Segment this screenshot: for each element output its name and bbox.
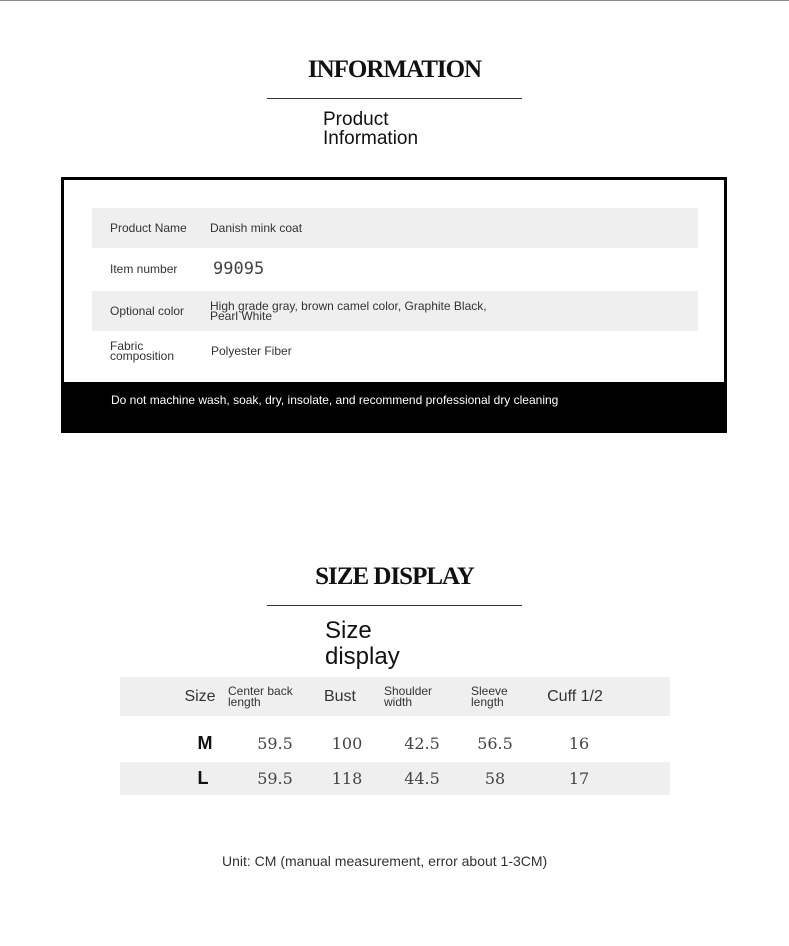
header-cuff: Cuff 1/2 — [547, 687, 603, 705]
value-cell: 56.5 — [477, 733, 513, 753]
header-center-back-length: Center back length — [228, 684, 293, 709]
size-table-header — [120, 677, 670, 716]
info-value: Polyester Fiber — [211, 344, 292, 358]
header-bust: Bust — [323, 687, 356, 705]
info-value: Danish mink coat — [210, 221, 303, 235]
value-cell: 16 — [568, 733, 590, 753]
care-instructions-text: Do not machine wash, soak, dry, insolate, and recommend professional dry cleaning — [111, 393, 559, 407]
table-row — [120, 762, 670, 795]
size-display-subheading: Size display — [325, 617, 400, 671]
information-heading: INFORMATION — [307, 56, 482, 83]
header-shoulder-width: Shoulder width — [384, 684, 433, 709]
care-instructions-band — [64, 382, 724, 430]
product-info-table — [61, 177, 727, 433]
info-value: 99095 — [213, 258, 265, 279]
value-cell: 118 — [331, 769, 363, 788]
value-cell: 58 — [484, 769, 506, 788]
header-size: Size — [184, 687, 216, 705]
info-label: Item number — [110, 262, 178, 276]
size-display-heading: SIZE DISPLAY — [315, 563, 474, 590]
info-label: Product Name — [110, 221, 187, 235]
value-cell: 44.5 — [404, 769, 440, 788]
value-cell: 100 — [331, 733, 363, 753]
header-sleeve-length: Sleeve length — [471, 684, 508, 709]
value-cell: 59.5 — [257, 769, 293, 788]
info-value: High grade gray, brown camel color, Graphite Black, Pearl White — [210, 298, 487, 323]
product-information-subheading: Product Information — [323, 109, 419, 149]
size-display-rule — [267, 605, 522, 606]
info-label: Fabric composition — [110, 338, 175, 363]
value-cell: 42.5 — [404, 733, 440, 753]
info-row-item-number — [92, 249, 698, 289]
information-rule — [267, 98, 522, 99]
top-divider — [0, 0, 789, 1]
size-cell: M — [197, 732, 213, 753]
size-cell: L — [197, 768, 209, 788]
info-row-optional-color — [92, 291, 698, 331]
value-cell: 59.5 — [257, 733, 293, 753]
info-row-fabric-composition — [92, 331, 698, 371]
info-label: Optional color — [110, 304, 185, 318]
value-cell: 17 — [568, 769, 590, 788]
info-row-product-name — [92, 208, 698, 248]
unit-note: Unit: CM (manual measurement, error about 1-3CM) — [222, 853, 548, 869]
table-row — [120, 726, 670, 760]
